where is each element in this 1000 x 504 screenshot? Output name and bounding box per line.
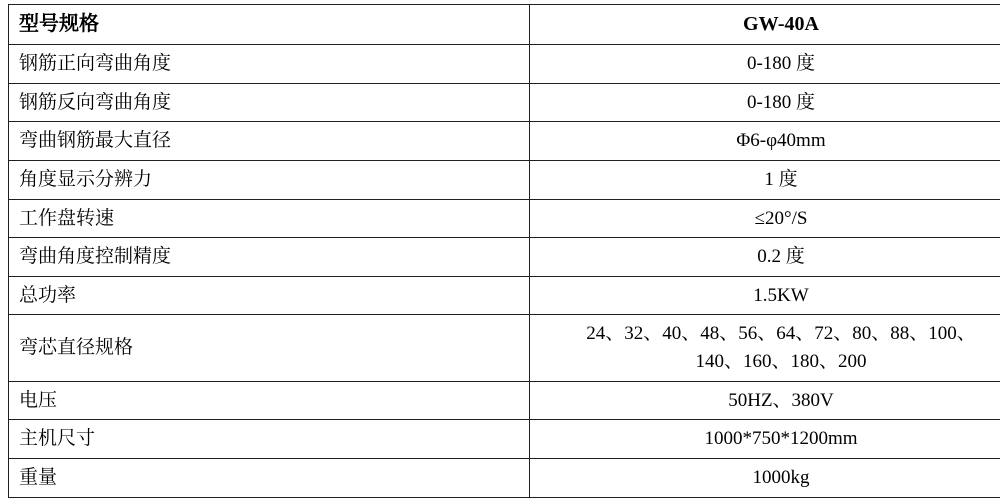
row-value: 1 度: [530, 160, 1000, 199]
row-value: 0.2 度: [530, 238, 1000, 277]
table-row: [9, 122, 1000, 161]
row-label: 总功率: [9, 276, 530, 315]
row-label: 弯曲钢筋最大直径: [9, 122, 530, 161]
row-value: 0-180 度: [530, 45, 1000, 84]
table-row: [9, 381, 1000, 420]
row-label: 主机尺寸: [9, 420, 530, 459]
row-label: 弯曲角度控制精度: [9, 238, 530, 277]
table-row: [9, 83, 1000, 122]
row-label: 电压: [9, 381, 530, 420]
row-value-line-1: 24、32、40、48、56、64、72、80、88、100、: [586, 323, 976, 345]
table-row: [9, 459, 1000, 498]
row-label: 工作盘转速: [9, 199, 530, 238]
row-value: 1000*750*1200mm: [530, 420, 1000, 459]
row-value-lines: [540, 321, 1000, 374]
row-value: Φ6-φ40mm: [530, 122, 1000, 161]
row-value: ≤20°/S: [530, 199, 1000, 238]
row-value-line-2: 140、160、180、200: [695, 351, 867, 373]
row-value-multiline: [530, 315, 1000, 381]
row-label: 钢筋反向弯曲角度: [9, 83, 530, 122]
table-row: [9, 276, 1000, 315]
table-body: [9, 5, 1000, 498]
row-label: 角度显示分辨力: [9, 160, 530, 199]
table-row: [9, 160, 1000, 199]
table-header-row: [9, 5, 1000, 45]
table-row: [9, 238, 1000, 277]
row-label: 弯芯直径规格: [9, 315, 530, 381]
row-value: 1.5KW: [530, 276, 1000, 315]
table-header-label: 型号规格: [9, 5, 530, 45]
table-row: [9, 199, 1000, 238]
row-label: 重量: [9, 459, 530, 498]
row-value: 50HZ、380V: [530, 381, 1000, 420]
row-value: 0-180 度: [530, 83, 1000, 122]
table-row: [9, 45, 1000, 84]
row-label: 钢筋正向弯曲角度: [9, 45, 530, 84]
table-header-value: GW-40A: [530, 5, 1000, 45]
specification-table: [8, 4, 1000, 498]
table-row: [9, 420, 1000, 459]
row-value: 1000kg: [530, 459, 1000, 498]
table-row: [9, 315, 1000, 381]
